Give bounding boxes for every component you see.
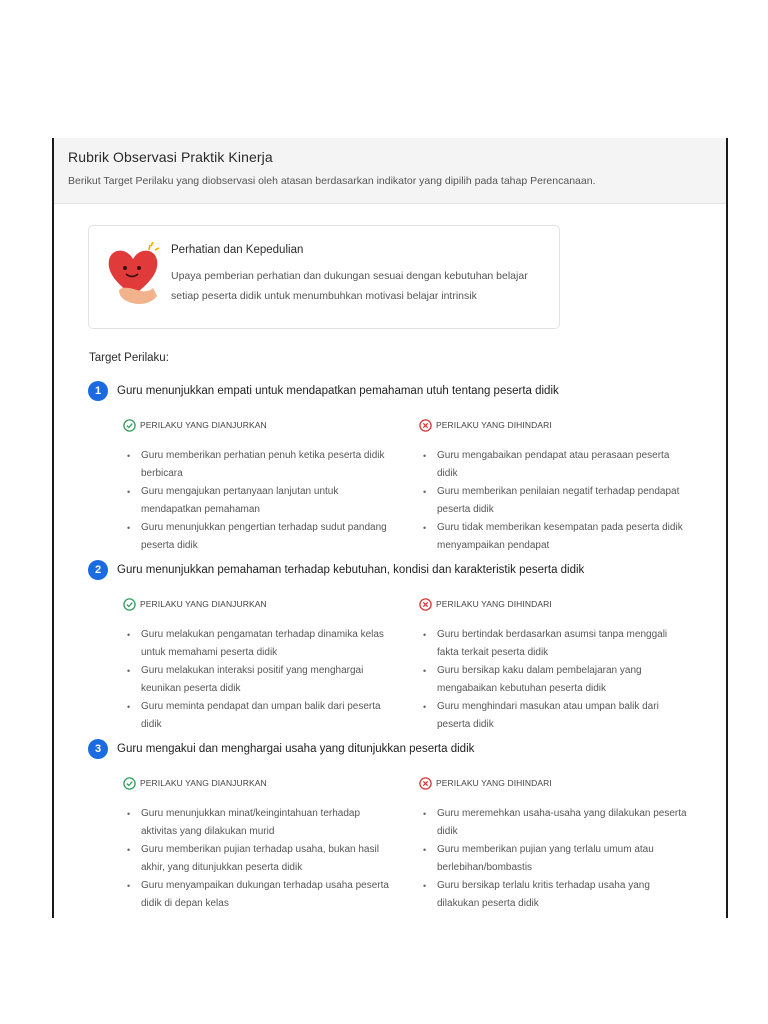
recommended-list (123, 626, 393, 734)
avoided-label: PERILAKU YANG DIHINDARI (436, 420, 552, 430)
list-item: • Guru memberikan penilaian negatif terhadap pendapat peserta didik (419, 483, 689, 519)
list-item: • Guru mengajukan pertanyaan lanjutan untuk mendapatkan pemahaman (123, 483, 393, 519)
avoided-label: PERILAKU YANG DIHINDARI (436, 599, 552, 609)
avoided-column (419, 402, 689, 555)
check-circle-icon (123, 777, 136, 790)
list-item: • Guru mengabaikan pendapat atau perasaan peserta didik (419, 447, 689, 483)
recommended-column (123, 581, 393, 734)
heart-hand-icon (105, 242, 161, 308)
list-item: • Guru menunjukkan minat/keingintahuan terhadap aktivitas yang dilakukan murid (123, 805, 393, 841)
x-circle-icon (419, 598, 432, 611)
recommended-column (123, 760, 393, 913)
list-item: • Guru melakukan pengamatan terhadap dinamika kelas untuk memahami peserta didik (123, 626, 393, 662)
target-behavior-label: Target Perilaku: (89, 352, 169, 364)
behavior-item (88, 380, 708, 552)
x-circle-icon (419, 777, 432, 790)
behavior-title: Guru mengakui dan menghargai usaha yang ditunjukkan peserta didik (117, 743, 475, 755)
competency-description: Upaya pemberian perhatian dan dukungan sesuai dengan kebutuhan belajar setiap peserta didik untuk menumbuhkan motivasi belajar intrinsik (171, 270, 528, 302)
behavior-item (88, 738, 708, 910)
recommended-label: PERILAKU YANG DIANJURKAN (140, 778, 267, 788)
page-title: Rubrik Observasi Praktik Kinerja (68, 149, 273, 165)
list-item: • Guru meminta pendapat dan umpan balik dari peserta didik (123, 698, 393, 734)
avoided-list (419, 626, 689, 734)
recommended-header (123, 417, 393, 433)
list-item: • Guru memberikan perhatian penuh ketika peserta didik berbicara (123, 447, 393, 483)
recommended-label: PERILAKU YANG DIANJURKAN (140, 599, 267, 609)
avoided-list (419, 805, 689, 913)
recommended-header (123, 775, 393, 791)
list-item: • Guru tidak memberikan kesempatan pada peserta didik menyampaikan pendapat (419, 519, 689, 555)
behavior-item-header (88, 380, 708, 402)
step-number-badge: 2 (88, 560, 108, 580)
avoided-list (419, 447, 689, 555)
behavior-columns (88, 581, 708, 731)
list-item: • Guru melakukan interaksi positif yang menghargai keunikan peserta didik (123, 662, 393, 698)
list-item: • Guru meremehkan usaha-usaha yang dilakukan peserta didik (419, 805, 689, 841)
avoided-column (419, 760, 689, 913)
check-circle-icon (123, 598, 136, 611)
panel-header (54, 138, 726, 204)
list-item: • Guru bertindak berdasarkan asumsi tanpa menggali fakta terkait peserta didik (419, 626, 689, 662)
avoided-header (419, 596, 689, 612)
behavior-item-header (88, 738, 708, 760)
behavior-columns (88, 760, 708, 910)
step-number-badge: 1 (88, 381, 108, 401)
behavior-item (88, 559, 708, 731)
step-number-badge: 3 (88, 739, 108, 759)
recommended-list (123, 805, 393, 913)
behavior-item-header (88, 559, 708, 581)
avoided-header (419, 417, 689, 433)
x-circle-icon (419, 419, 432, 432)
list-item: • Guru memberikan pujian yang terlalu umum atau berlebihan/bombastis (419, 841, 689, 877)
recommended-list (123, 447, 393, 555)
behavior-title: Guru menunjukkan empati untuk mendapatkan pemahaman utuh tentang peserta didik (117, 385, 559, 397)
list-item: • Guru menunjukkan pengertian terhadap sudut pandang peserta didik (123, 519, 393, 555)
list-item: • Guru menyampaikan dukungan terhadap usaha peserta didik di depan kelas (123, 877, 393, 913)
avoided-column (419, 581, 689, 734)
rubric-panel (52, 138, 728, 918)
competency-card (88, 225, 560, 329)
behavior-title: Guru menunjukkan pemahaman terhadap kebutuhan, kondisi dan karakteristik peserta didik (117, 564, 585, 576)
list-item: • Guru bersikap kaku dalam pembelajaran yang mengabaikan kebutuhan peserta didik (419, 662, 689, 698)
check-circle-icon (123, 419, 136, 432)
avoided-header (419, 775, 689, 791)
list-item: • Guru memberikan pujian terhadap usaha, bukan hasil akhir, yang ditunjukkan peserta didik (123, 841, 393, 877)
recommended-column (123, 402, 393, 555)
competency-title: Perhatian dan Kepedulian (171, 244, 304, 256)
page-subtitle: Berikut Target Perilaku yang diobservasi oleh atasan berdasarkan indikator yang dipilih pada tahap Perencanaan. (68, 175, 596, 187)
list-item: • Guru bersikap terlalu kritis terhadap usaha yang dilakukan peserta didik (419, 877, 689, 913)
list-item: • Guru menghindari masukan atau umpan balik dari peserta didik (419, 698, 689, 734)
avoided-label: PERILAKU YANG DIHINDARI (436, 778, 552, 788)
recommended-header (123, 596, 393, 612)
behavior-columns (88, 402, 708, 552)
recommended-label: PERILAKU YANG DIANJURKAN (140, 420, 267, 430)
